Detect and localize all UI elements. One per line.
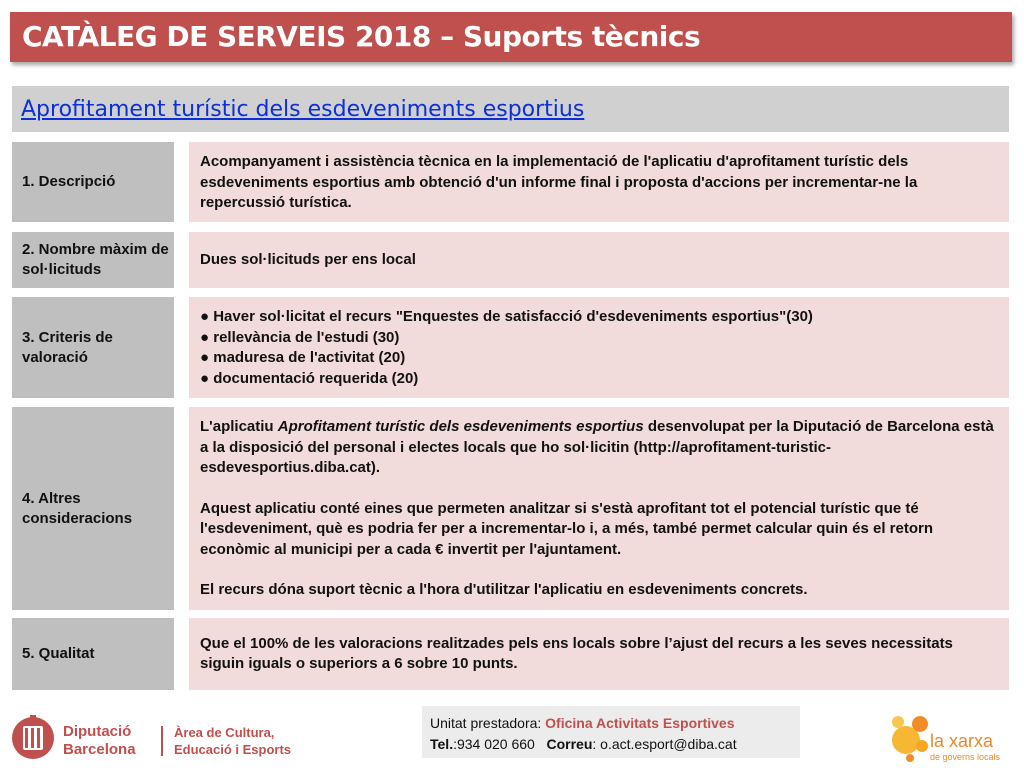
criteria-item: ● rellevància de l'estudi (30) [200, 328, 400, 346]
label-qualitat: 5. Qualitat [12, 618, 174, 690]
label-altres: 4. Altres consideracions [12, 407, 174, 610]
title-banner [10, 12, 1012, 62]
network-subtitle: de governs locals [930, 752, 1001, 762]
subtitle-bar [12, 86, 1009, 132]
altres-paragraph-1: L'aplicatiu Aprofitament turístic dels esdeveniments esportius desenvolupat per la Diputació de Barcelona està a la disposició del personal i electes locals que ho sol·licitin (http://aprofitament-turistic-esdevesportius.diba.cat). [200, 418, 994, 476]
diputacio-logo-icon [10, 712, 56, 760]
unit-line: Unitat prestadora: Oficina Activitats Esportives [430, 715, 735, 731]
contact-line: Tel.:934 020 660 Correu: o.act.esport@diba.cat [430, 736, 737, 752]
value-criteris [189, 297, 1009, 398]
altres-paragraph-2: Aquest aplicatiu conté eines que permeten analitzar si s'està aprofitant tot el potencial turístic que té l'esdeveniment, què es podria fer per a incrementar-lo i, a més, també permet calcular quin és el retorn econòmic al municipi per a cada € invertit per l'ajuntament. [200, 499, 933, 558]
contact-box [422, 706, 800, 758]
altres-paragraph-3: El recurs dóna suport tècnic a l'hora d'utilitzar l'aplicatiu en esdeveniments concrets. [200, 581, 808, 598]
criteria-item: ● maduresa de l'activitat (20) [200, 349, 406, 366]
logo-divider [161, 726, 163, 756]
email-link[interactable]: : o.act.esport@diba.cat [592, 736, 737, 752]
label-nombre-maxim: 2. Nombre màxim de sol·licituds [12, 232, 174, 288]
value-descripcio: Acompanyament i assistència tècnica en la implementació de l'aplicatiu d'aprofitament turístic dels esdeveniments esportius amb obtenció d'un informe final i proposta d'accions per incrementar-ne la repercussió turística. [189, 142, 1009, 222]
page-title: CATÀLEG DE SERVEIS 2018 – Suports tècnics [22, 20, 701, 53]
value-nombre-maxim: Dues sol·licituds per ens local [189, 232, 1009, 288]
network-name: la xarxa [930, 731, 994, 751]
value-qualitat: Que el 100% de les valoracions realitzades pels ens locals sobre l’ajust del recurs a les seves necessitats siguin iguals o superiors a 6 sobre 10 punts. [189, 618, 1009, 690]
organization-name: Diputació Barcelona [63, 723, 136, 758]
xarxa-logo-icon [888, 710, 934, 764]
label-criteris: 3. Criteris de valoració [12, 297, 174, 398]
label-descripcio: 1. Descripció [12, 142, 174, 222]
value-altres [189, 407, 1009, 610]
service-title-link[interactable]: Aprofitament turístic dels esdeveniments esportius [21, 97, 585, 122]
area-name: Àrea de Cultura, Educació i Esports [174, 725, 292, 757]
criteria-item: ● Haver sol·licitat el recurs "Enquestes de satisfacció d'esdeveniments esportius"(30) [200, 308, 813, 325]
criteria-item: ● documentació requerida (20) [200, 369, 419, 387]
